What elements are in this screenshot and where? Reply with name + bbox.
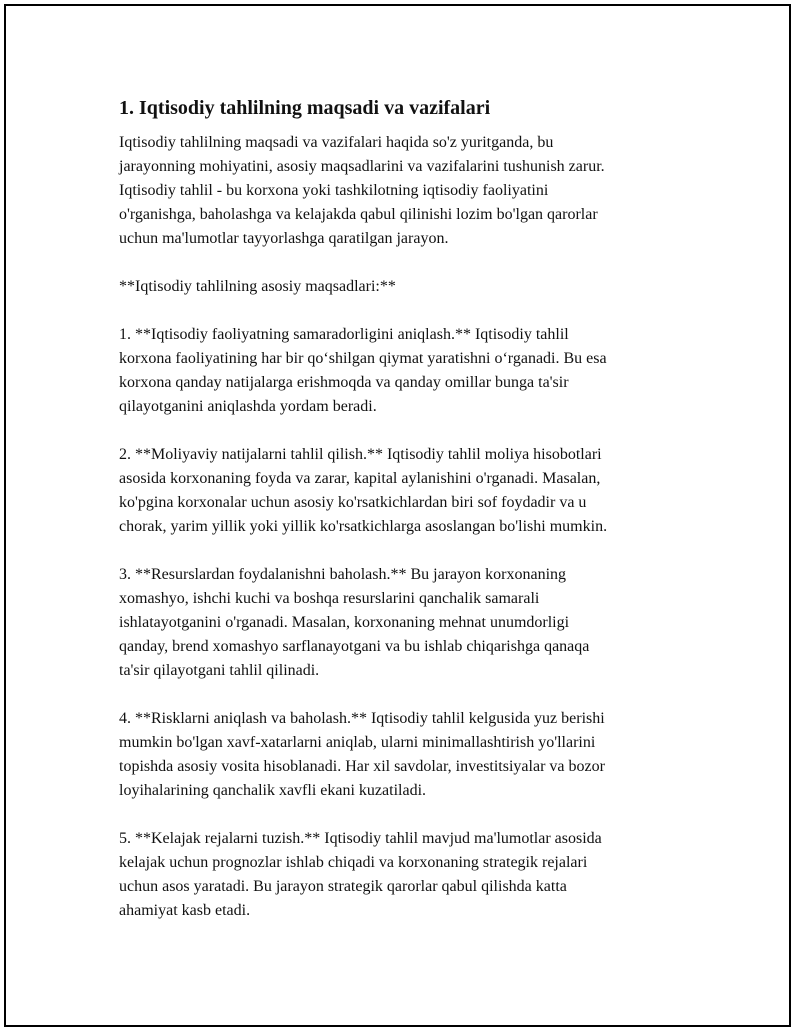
paragraph-line: o'rganishga, baholashga va kelajakda qabul qilinishi lozim bo'lgan qarorlar bbox=[119, 206, 598, 223]
paragraph-line: 2. **Moliyaviy natijalarni tahlil qilish.** Iqtisodiy tahlil moliya hisobotlari bbox=[119, 446, 602, 463]
paragraph-line: ko'pgina korxonalar uchun asosiy ko'rsatkichlardan biri sof foydadir va u bbox=[119, 494, 587, 511]
page-border bbox=[4, 4, 791, 1027]
paragraph-line: qilayotganini aniqlashda yordam beradi. bbox=[119, 398, 377, 415]
document-body bbox=[119, 94, 691, 947]
paragraph-line: asosida korxonaning foyda va zarar, kapital aylanishini o'rganadi. Masalan, bbox=[119, 470, 601, 487]
paragraph-list bbox=[119, 131, 691, 923]
document-title: 1. Iqtisodiy tahlilning maqsadi va vazifalari bbox=[119, 97, 491, 119]
paragraph-line: 5. **Kelajak rejalarni tuzish.** Iqtisodiy tahlil mavjud ma'lumotlar asosida bbox=[119, 830, 602, 847]
paragraph bbox=[119, 131, 691, 251]
paragraph bbox=[119, 443, 691, 539]
paragraph bbox=[119, 563, 691, 683]
paragraph-line: korxona qanday natijalarga erishmoqda va qanday omillar bunga ta'sir bbox=[119, 374, 569, 391]
paragraph-line: Iqtisodiy tahlil - bu korxona yoki tashkilotning iqtisodiy faoliyatini bbox=[119, 182, 549, 199]
paragraph-line: jarayonning mohiyatini, asosiy maqsadlarini va vazifalarini tushunish zarur. bbox=[119, 158, 605, 175]
paragraph-line: uchun asos yaratadi. Bu jarayon strategik qarorlar qabul qilishda katta bbox=[119, 878, 567, 895]
paragraph bbox=[119, 827, 691, 923]
paragraph-line: mumkin bo'lgan xavf-xatarlarni aniqlab, ularni minimallashtirish yo'llarini bbox=[119, 734, 596, 751]
paragraph bbox=[119, 707, 691, 803]
paragraph bbox=[119, 275, 691, 299]
paragraph bbox=[119, 323, 691, 419]
paragraph-line: topishda asosiy vosita hisoblanadi. Har xil savdolar, investitsiyalar va bozor bbox=[119, 758, 605, 775]
paragraph-line: 3. **Resurslardan foydalanishni baholash.** Bu jarayon korxonaning bbox=[119, 566, 567, 583]
paragraph-line: chorak, yarim yillik yoki yillik ko'rsatkichlarga asoslangan bo'lishi mumkin. bbox=[119, 518, 608, 535]
paragraph-line: uchun ma'lumotlar tayyorlashga qaratilgan jarayon. bbox=[119, 230, 449, 247]
paragraph-line: qanday, brend xomashyo sarflanayotgani va bu ishlab chiqarishga qanaqa bbox=[119, 638, 590, 655]
paragraph-line: **Iqtisodiy tahlilning asosiy maqsadlari:** bbox=[119, 278, 396, 295]
paragraph-line: ahamiyat kasb etadi. bbox=[119, 902, 251, 919]
paragraph-line: ishlatayotganini o'rganadi. Masalan, korxonaning mehnat unumdorligi bbox=[119, 614, 570, 631]
paragraph-line: kelajak uchun prognozlar ishlab chiqadi va korxonaning strategik rejalari bbox=[119, 854, 588, 871]
paragraph-line: 1. **Iqtisodiy faoliyatning samaradorligini aniqlash.** Iqtisodiy tahlil bbox=[119, 326, 569, 343]
paragraph-line: ta'sir qilayotgani tahlil qilinadi. bbox=[119, 662, 320, 679]
paragraph-line: Iqtisodiy tahlilning maqsadi va vazifalari haqida so'z yuritganda, bu bbox=[119, 134, 554, 151]
paragraph-line: 4. **Risklarni aniqlash va baholash.** Iqtisodiy tahlil kelgusida yuz berishi bbox=[119, 710, 605, 727]
paragraph-line: xomashyo, ishchi kuchi va boshqa resurslarini qanchalik samarali bbox=[119, 590, 540, 607]
paragraph-line: loyihalarining qanchalik xavfli ekani kuzatiladi. bbox=[119, 782, 427, 799]
paragraph-line: korxona faoliyatining har bir qo‘shilgan qiymat yaratishni o‘rganadi. Bu esa bbox=[119, 350, 607, 367]
